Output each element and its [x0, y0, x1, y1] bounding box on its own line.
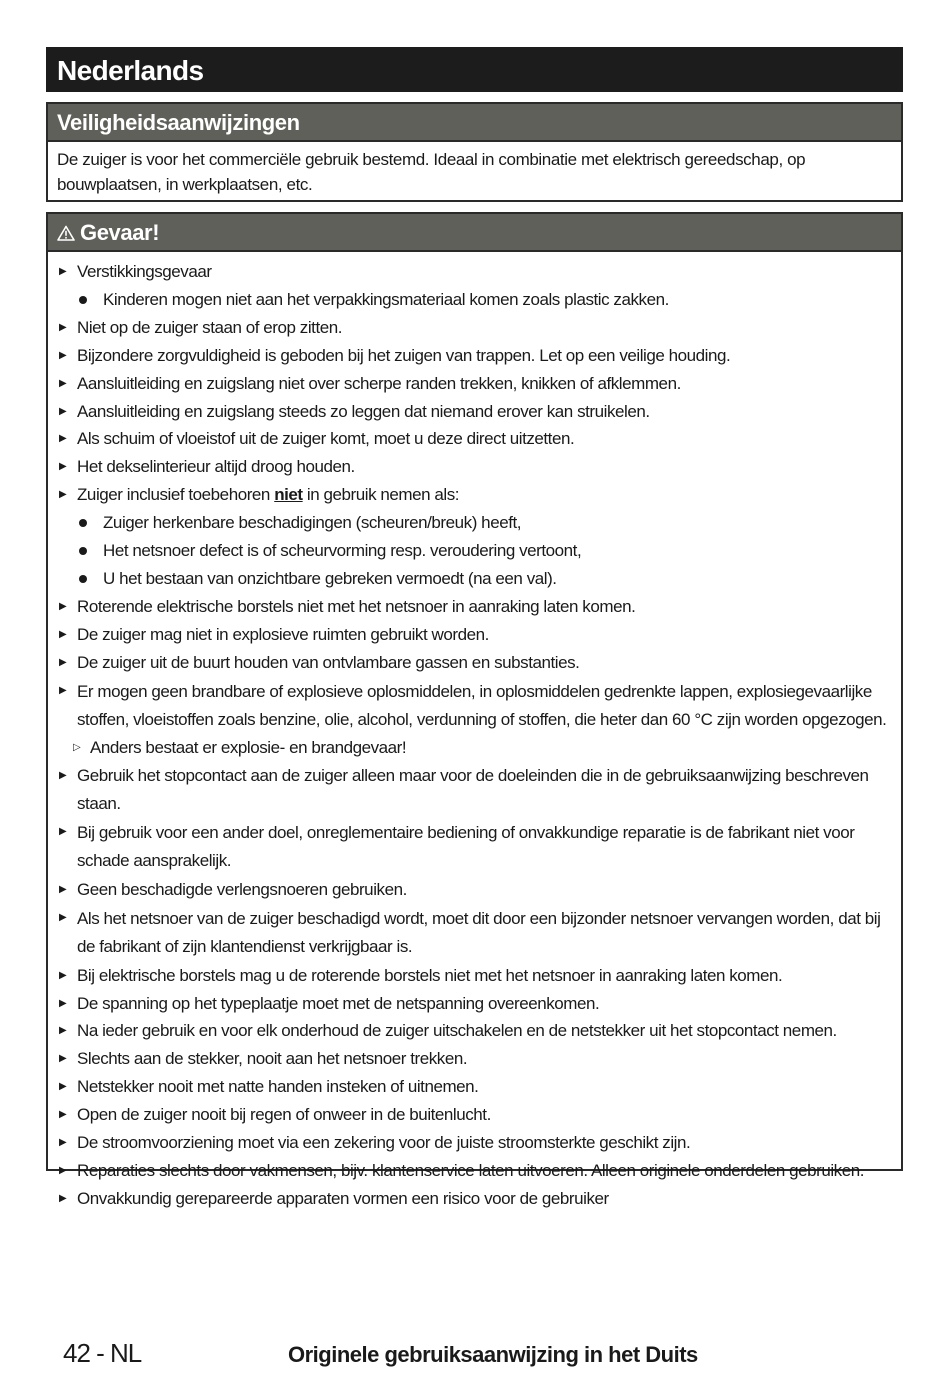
bullet-arrow-icon: ▶	[59, 656, 67, 668]
list-item	[48, 258, 901, 286]
item-text: De stroomvoorziening moet via een zekering voor de juiste stroomsterkte geschikt zijn.	[77, 1133, 691, 1153]
bullet-dot-icon	[79, 519, 87, 527]
list-item	[48, 537, 901, 565]
list-item	[48, 1073, 901, 1101]
list-item	[48, 1157, 901, 1185]
safety-title: Veiligheidsaanwijzingen	[48, 104, 901, 142]
list-item	[48, 734, 901, 762]
bullet-arrow-icon: ▶	[59, 1081, 67, 1093]
list-item	[48, 425, 901, 453]
danger-header	[48, 214, 901, 252]
bullet-arrow-icon: ▶	[59, 1192, 67, 1204]
bullet-arrow-icon: ▶	[59, 1165, 67, 1176]
bullet-dot-icon	[79, 547, 87, 555]
bullet-dot-icon	[79, 296, 87, 304]
item-text: Onvakkundig gerepareerde apparaten vormen een risico voor de gebruiker	[77, 1188, 609, 1208]
item-text: Bijzondere zorgvuldigheid is geboden bij het zuigen van trappen. Let op een veilige houding.	[77, 345, 731, 365]
item-text: in gebruik nemen als:	[302, 485, 460, 505]
list-item	[48, 649, 901, 677]
item-text: Het netsnoer defect is of scheurvorming resp. veroudering vertoont,	[103, 541, 582, 561]
bullet-arrow-icon: ▶	[59, 321, 67, 333]
list-item	[48, 1017, 901, 1045]
item-text: Zuiger herkenbare beschadigingen (scheuren/breuk) heeft,	[103, 513, 522, 533]
safety-text: De zuiger is voor het commerciële gebruik bestemd. Ideaal in combinatie met elektrisch gereedschap, op bouwplaatsen, in werkplaatsen, etc.	[57, 150, 806, 194]
bullet-arrow-icon: ▶	[59, 628, 67, 640]
bullet-arrow-icon: ▶	[59, 1053, 67, 1065]
list-item	[48, 370, 901, 398]
warning-triangle-icon	[57, 215, 75, 253]
danger-list	[48, 252, 901, 1213]
item-text: Bij elektrische borstels mag u de roterende borstels niet met het netsnoer in aanraking laten komen.	[77, 965, 783, 985]
item-text: Slechts aan de stekker, nooit aan het netsnoer trekken.	[77, 1049, 468, 1069]
list-item	[48, 904, 901, 962]
bullet-arrow-icon: ▶	[59, 883, 67, 895]
list-item	[48, 962, 901, 990]
item-emphasis: niet	[274, 485, 303, 505]
item-text: U het bestaan van onzichtbare gebreken vermoedt (na een val).	[103, 568, 557, 588]
bullet-arrow-icon: ▶	[59, 405, 67, 417]
item-text: Kinderen mogen niet aan het verpakkingsmateriaal komen zoals plastic zakken.	[103, 289, 669, 309]
item-text: Zuiger inclusief toebehoren	[77, 485, 275, 505]
bullet-arrow-icon: ▶	[59, 826, 67, 838]
item-text: Als schuim of vloeistof uit de zuiger komt, moet u deze direct uitzetten.	[77, 429, 575, 449]
list-item	[48, 481, 901, 509]
item-text: Aansluitleiding en zuigslang steeds zo leggen dat niemand erover kan struikelen.	[77, 401, 650, 421]
bullet-arrow-icon: ▶	[59, 1025, 67, 1037]
danger-section	[46, 212, 903, 1208]
bullet-dot-icon	[79, 575, 87, 583]
item-text: Open de zuiger nooit bij regen of onweer in de buitenlucht.	[77, 1105, 491, 1125]
item-text: Er mogen geen brandbare of explosieve oplosmiddelen, in oplosmiddelen gedrenkte lappen, explosiegevaarlijke stoffen, vloeistoffen zoals benzine, olie, alcohol, verdunning of stoffen, die heter dan 60 °C zijn worden opgezogen.	[77, 681, 887, 729]
list-item	[48, 1045, 901, 1073]
item-text: Het dekselinterieur altijd droog houden.	[77, 457, 355, 477]
list-item	[48, 818, 901, 876]
bullet-arrow-icon: ▶	[59, 969, 67, 981]
item-text: De zuiger uit de buurt houden van ontvlambare gassen en substanties.	[77, 652, 580, 672]
list-item	[48, 509, 901, 537]
bullet-arrow-icon: ▶	[59, 1137, 67, 1149]
result-arrow-icon: ▷	[73, 742, 81, 754]
list-item	[48, 286, 901, 314]
bullet-arrow-icon: ▶	[59, 349, 67, 361]
bullet-arrow-icon: ▶	[59, 684, 67, 696]
item-text: Netstekker nooit met natte handen insteken of uitnemen.	[77, 1077, 479, 1097]
item-text: Niet op de zuiger staan of erop zitten.	[77, 317, 343, 337]
footer-caption: Originele gebruiksaanwijzing in het Duits	[288, 1342, 698, 1367]
bullet-arrow-icon: ▶	[59, 600, 67, 612]
bullet-arrow-icon: ▶	[59, 461, 67, 473]
page-number: 42 - NL	[63, 1338, 142, 1368]
list-item	[48, 1101, 901, 1129]
danger-title: Gevaar!	[80, 220, 160, 245]
item-text: De spanning op het typeplaatje moet met de netspanning overeenkomen.	[77, 993, 600, 1013]
item-text: Bij gebruik voor een ander doel, onreglementaire bediening of onvakkundige reparatie is de fabrikant niet voor schade aansprakelijk.	[77, 823, 855, 871]
list-item	[48, 342, 901, 370]
item-text: Als het netsnoer van de zuiger beschadigd wordt, moet dit door een bijzonder netsnoer vervangen worden, dat bij de fabrikant of zijn klantendienst verkrijgbaar is.	[77, 908, 881, 956]
bullet-arrow-icon: ▶	[59, 377, 67, 389]
item-text: Geen beschadigde verlengsnoeren gebruiken.	[77, 879, 407, 899]
item-text: Anders bestaat er explosie- en brandgevaar!	[90, 738, 407, 758]
list-item	[48, 398, 901, 426]
item-text: Gebruik het stopcontact aan de zuiger alleen maar voor de doeleinden die in de gebruiksaanwijzing beschreven staan.	[77, 766, 869, 814]
list-item	[48, 1185, 901, 1213]
list-item	[48, 677, 901, 735]
list-item	[48, 314, 901, 342]
bullet-arrow-icon: ▶	[59, 433, 67, 445]
bullet-arrow-icon: ▶	[59, 911, 67, 923]
item-text: Aansluitleiding en zuigslang niet over scherpe randen trekken, knikken of afklemmen.	[77, 373, 681, 393]
item-text: Verstikkingsgevaar	[77, 262, 212, 281]
item-text: Roterende elektrische borstels niet met het netsnoer in aanraking laten komen.	[77, 596, 636, 616]
list-item	[48, 565, 901, 593]
safety-section	[46, 102, 903, 202]
language-header: Nederlands	[46, 47, 903, 92]
list-item	[48, 876, 901, 904]
item-text: Reparaties slechts door vakmensen, bijv. klantenservice laten uitvoeren. Alleen originele onderdelen gebruiken.	[77, 1161, 865, 1180]
list-item	[48, 453, 901, 481]
item-text: Na ieder gebruik en voor elk onderhoud de zuiger uitschakelen en de netstekker uit het stopcontact nemen.	[77, 1021, 837, 1041]
list-item	[48, 990, 901, 1018]
item-text: De zuiger mag niet in explosieve ruimten gebruikt worden.	[77, 624, 489, 644]
bullet-arrow-icon: ▶	[59, 489, 67, 501]
bullet-arrow-icon: ▶	[59, 997, 67, 1009]
list-item	[48, 621, 901, 649]
bullet-arrow-icon: ▶	[59, 1109, 67, 1121]
list-item	[48, 1129, 901, 1157]
bullet-arrow-icon: ▶	[59, 266, 67, 277]
bullet-arrow-icon: ▶	[59, 770, 67, 782]
list-item	[48, 762, 901, 818]
list-item	[48, 593, 901, 621]
